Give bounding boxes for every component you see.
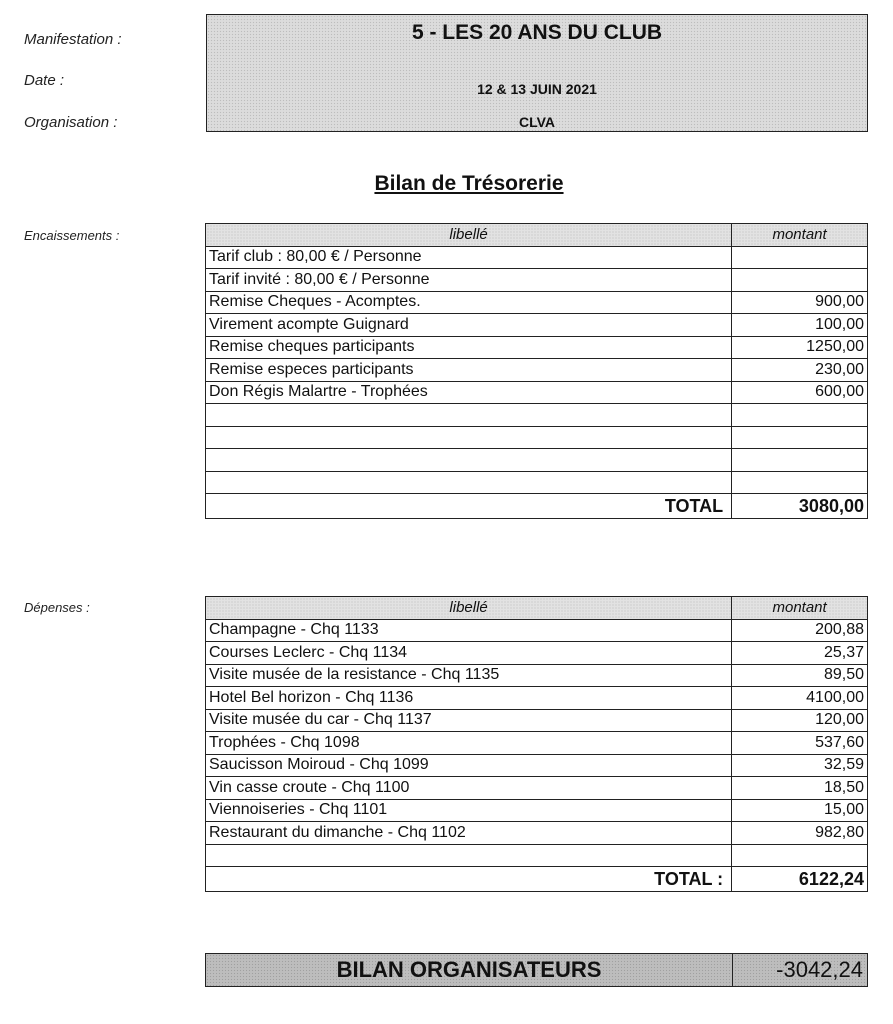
table-row <box>206 269 868 292</box>
row-montant: 600,00 <box>732 381 868 404</box>
total-label: TOTAL <box>206 494 732 519</box>
table-row <box>206 642 868 665</box>
row-libelle <box>206 426 732 449</box>
table-row <box>206 471 868 494</box>
row-montant <box>732 246 868 269</box>
row-montant <box>732 404 868 427</box>
table-row <box>206 754 868 777</box>
row-libelle: Remise Cheques - Acomptes. <box>206 291 732 314</box>
table-row <box>206 732 868 755</box>
row-montant: 900,00 <box>732 291 868 314</box>
row-libelle <box>206 404 732 427</box>
table-row <box>206 844 868 867</box>
row-montant <box>732 449 868 472</box>
table-row <box>206 336 868 359</box>
event-title: 5 - LES 20 ANS DU CLUB <box>411 21 663 44</box>
table-row <box>206 314 868 337</box>
row-libelle: Courses Leclerc - Chq 1134 <box>206 642 732 665</box>
row-libelle <box>206 449 732 472</box>
event-header-box <box>206 14 868 132</box>
total-value: 3080,00 <box>732 494 868 519</box>
table-row <box>206 822 868 845</box>
bilan-organisateurs-box <box>205 953 868 987</box>
column-header-libelle: libellé <box>206 224 732 247</box>
row-libelle: Trophées - Chq 1098 <box>206 732 732 755</box>
row-montant: 25,37 <box>732 642 868 665</box>
row-montant: 200,88 <box>732 619 868 642</box>
row-montant: 18,50 <box>732 777 868 800</box>
table-row <box>206 404 868 427</box>
table-row <box>206 246 868 269</box>
row-libelle: Vin casse croute - Chq 1100 <box>206 777 732 800</box>
depenses-label: Dépenses : <box>24 600 90 615</box>
row-libelle: Saucisson Moiroud - Chq 1099 <box>206 754 732 777</box>
row-libelle: Remise especes participants <box>206 359 732 382</box>
row-montant: 537,60 <box>732 732 868 755</box>
table-row <box>206 799 868 822</box>
encaissements-table <box>205 223 868 519</box>
encaissements-label: Encaissements : <box>24 228 120 243</box>
column-header-libelle: libellé <box>206 597 732 620</box>
table-row <box>206 664 868 687</box>
bilan-value: -3042,24 <box>776 957 863 982</box>
row-libelle <box>206 471 732 494</box>
organisation-label: Organisation : <box>24 114 118 131</box>
row-montant: 1250,00 <box>732 336 868 359</box>
row-libelle: Restaurant du dimanche - Chq 1102 <box>206 822 732 845</box>
total-row <box>206 494 868 519</box>
row-montant <box>732 471 868 494</box>
table-row <box>206 291 868 314</box>
table-row <box>206 426 868 449</box>
bilan-label: BILAN ORGANISATEURS <box>206 954 733 986</box>
event-date: 12 & 13 JUIN 2021 <box>477 81 597 97</box>
row-libelle: Viennoiseries - Chq 1101 <box>206 799 732 822</box>
total-value: 6122,24 <box>732 867 868 892</box>
row-montant: 982,80 <box>732 822 868 845</box>
row-libelle <box>206 844 732 867</box>
row-montant <box>732 844 868 867</box>
row-libelle: Visite musée de la resistance - Chq 1135 <box>206 664 732 687</box>
table-row <box>206 619 868 642</box>
row-libelle: Don Régis Malartre - Trophées <box>206 381 732 404</box>
table-row <box>206 709 868 732</box>
event-organisation: CLVA <box>518 114 556 130</box>
row-libelle: Virement acompte Guignard <box>206 314 732 337</box>
total-label: TOTAL : <box>206 867 732 892</box>
row-libelle: Visite musée du car - Chq 1137 <box>206 709 732 732</box>
table-header-row <box>206 597 868 620</box>
depenses-table <box>205 596 868 892</box>
table-header-row <box>206 224 868 247</box>
total-row <box>206 867 868 892</box>
row-montant: 15,00 <box>732 799 868 822</box>
date-label: Date : <box>24 72 65 89</box>
table-row <box>206 359 868 382</box>
table-row <box>206 777 868 800</box>
row-montant <box>732 426 868 449</box>
row-montant: 230,00 <box>732 359 868 382</box>
manifestation-label: Manifestation : <box>24 31 122 48</box>
page-title: Bilan de Trésorerie <box>374 172 564 195</box>
column-header-montant: montant <box>732 597 868 620</box>
row-libelle: Remise cheques participants <box>206 336 732 359</box>
row-montant: 89,50 <box>732 664 868 687</box>
row-montant <box>732 269 868 292</box>
table-row <box>206 381 868 404</box>
row-montant: 32,59 <box>732 754 868 777</box>
row-libelle: Hotel Bel horizon - Chq 1136 <box>206 687 732 710</box>
row-libelle: Champagne - Chq 1133 <box>206 619 732 642</box>
row-libelle: Tarif club : 80,00 € / Personne <box>206 246 732 269</box>
row-montant: 120,00 <box>732 709 868 732</box>
table-row <box>206 449 868 472</box>
column-header-montant: montant <box>732 224 868 247</box>
row-montant: 4100,00 <box>732 687 868 710</box>
row-libelle: Tarif invité : 80,00 € / Personne <box>206 269 732 292</box>
row-montant: 100,00 <box>732 314 868 337</box>
table-row <box>206 687 868 710</box>
